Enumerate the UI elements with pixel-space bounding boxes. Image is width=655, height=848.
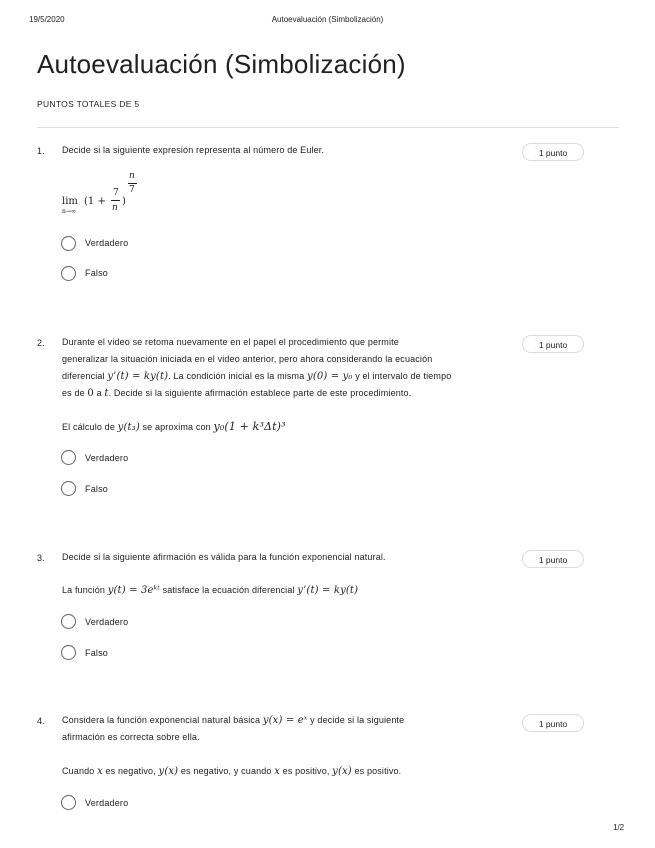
text-line xyxy=(62,712,522,729)
fraction-numerator: 7 xyxy=(113,188,119,198)
text-fragment: diferencial xyxy=(62,371,108,381)
math-x: x xyxy=(97,766,103,777)
option-label-verdadero: Verdadero xyxy=(85,798,129,808)
option-label-falso: Falso xyxy=(85,268,109,278)
text-fragment: es negativo, y cuando xyxy=(178,766,275,776)
divider xyxy=(37,127,619,128)
question-text xyxy=(62,334,532,402)
question-number: 1. xyxy=(37,146,45,156)
math-initial-condition: y(0) = y₀ xyxy=(307,371,353,382)
question-statement xyxy=(62,418,522,436)
math-x: x xyxy=(274,766,281,777)
points-badge: 1 punto xyxy=(522,143,584,161)
radio-falso[interactable] xyxy=(61,645,76,660)
option-label-verdadero: Verdadero xyxy=(85,453,129,463)
limit-operator: lim xyxy=(62,196,78,207)
text-fragment: El cálculo de xyxy=(62,422,118,432)
fraction-denominator: n xyxy=(112,203,118,213)
text-fragment: es negativo, xyxy=(102,766,159,776)
math-function: y(t) = 3eᵏᵗ xyxy=(107,585,160,596)
math-y-t3: y(t₃) xyxy=(117,422,140,433)
option-label-verdadero: Verdadero xyxy=(85,617,129,627)
radio-falso[interactable] xyxy=(61,266,76,281)
text-fragment: Considera la función exponencial natural básica xyxy=(62,715,263,725)
text-line: generalizar la situación iniciada en el video anterior, pero ahora considerando la ecuación xyxy=(62,354,433,364)
math-ode: y’(t) = ky(t) xyxy=(297,585,359,596)
radio-falso[interactable] xyxy=(61,481,76,496)
text-fragment: es de xyxy=(62,388,88,398)
math-zero: 0 xyxy=(87,388,94,399)
exponent-bar xyxy=(128,183,137,184)
formula-close: ) xyxy=(122,196,126,207)
exponent-denominator: 7 xyxy=(129,185,135,195)
euler-formula xyxy=(62,170,162,218)
text-fragment: Cuando xyxy=(62,766,98,776)
total-points: PUNTOS TOTALES DE 5 xyxy=(37,99,140,109)
fraction-bar xyxy=(111,200,120,201)
text-fragment: . La condición inicial es la misma xyxy=(168,371,308,381)
option-label-falso: Falso xyxy=(85,648,109,658)
points-badge: 1 punto xyxy=(522,714,584,732)
radio-verdadero[interactable] xyxy=(61,614,76,629)
text-fragment: es positivo, xyxy=(280,766,333,776)
points-badge: 1 punto xyxy=(522,550,584,568)
question-text: Decide si la siguiente afirmación es válida para la función exponencial natural. xyxy=(62,552,386,562)
question-number: 3. xyxy=(37,553,45,563)
print-date: 19/5/2020 xyxy=(29,15,65,24)
print-doc-title: Autoevaluación (Simbolización) xyxy=(271,15,384,24)
question-number: 4. xyxy=(37,716,45,726)
text-line: Durante el video se retoma nuevamente en el papel el procedimiento que permite xyxy=(62,337,399,347)
radio-verdadero[interactable] xyxy=(61,236,76,251)
text-fragment: y decide si la siguiente xyxy=(307,715,405,725)
question-statement xyxy=(62,582,522,599)
text-fragment: . Decide si la siguiente afirmación establece parte de este procedimiento. xyxy=(108,388,412,398)
text-fragment: y el intervalo de tiempo xyxy=(352,371,452,381)
limit-subscript: n→∞ xyxy=(62,208,76,215)
text-line xyxy=(62,385,532,402)
option-label-falso: Falso xyxy=(85,484,109,494)
math-exponential: y(x) = eˣ xyxy=(262,715,308,726)
text-fragment: La función xyxy=(62,585,108,595)
math-approximation: y₀(1 + k³Δt)³ xyxy=(213,420,286,433)
exponent-numerator: n xyxy=(129,171,135,181)
text-line: afirmación es correcta sobre ella. xyxy=(62,732,200,742)
text-fragment: a xyxy=(93,388,105,398)
text-line xyxy=(62,368,532,385)
math-ode: y’(t) = ky(t) xyxy=(107,371,169,382)
page-title: Autoevaluación (Simbolización) xyxy=(37,49,406,79)
question-text: Decide si la siguiente expresión representa al número de Euler. xyxy=(62,145,325,155)
formula-open: (1 + xyxy=(84,196,106,207)
radio-verdadero[interactable] xyxy=(61,450,76,465)
page-number: 1/2 xyxy=(613,823,625,832)
math-y-x: y(x) xyxy=(332,766,352,777)
math-y-x: y(x) xyxy=(158,766,179,777)
option-label-verdadero: Verdadero xyxy=(85,238,129,248)
radio-verdadero[interactable] xyxy=(61,795,76,810)
question-text xyxy=(62,712,522,746)
math-t: t xyxy=(104,388,109,399)
text-fragment: es positivo. xyxy=(351,766,402,776)
question-statement xyxy=(62,763,542,780)
text-fragment: se aproxima con xyxy=(139,422,214,432)
question-number: 2. xyxy=(37,338,45,348)
text-fragment: satisface la ecuación diferencial xyxy=(159,585,298,595)
points-badge: 1 punto xyxy=(522,335,584,353)
